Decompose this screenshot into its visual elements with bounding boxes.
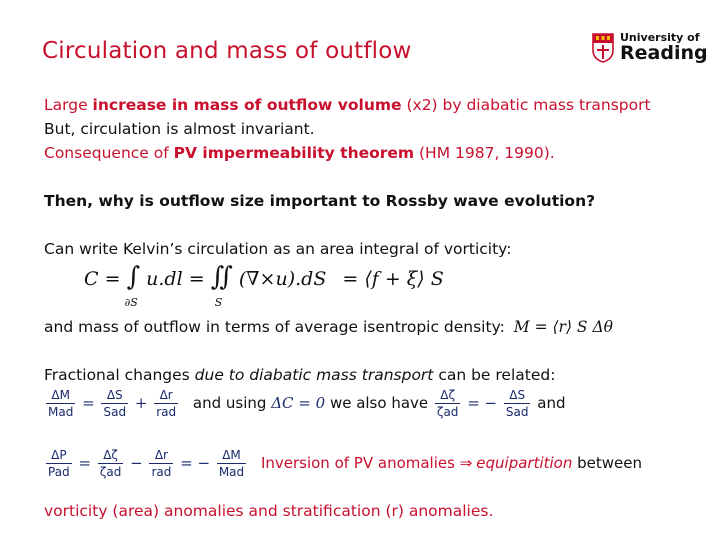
- last-line: vorticity (area) anomalies and stratification (r) anomalies.: [44, 502, 494, 520]
- fraction-equation-2: $\frac{\Delta P}{\text{Pad}}$ = $\frac{\Delta\zeta}{\text{ζad}}$ − $\frac{\Delta r}{\text{rad}}$ = − $\frac{\Delta M}{\text{Mad}}$ Inversion of PV anomalies ⇒ equipartition between: [48, 448, 643, 479]
- fractional-line: Fractional changes due to diabatic mass transport can be related:: [44, 366, 556, 384]
- crest-icon: [592, 33, 614, 63]
- kelvin-equation: C = ∫ ∂S u.dl = ∬ S (∇×u).dS = ⟨f + ξ⟩ S: [84, 262, 444, 309]
- line-mass-increase: Large increase in mass of outflow volume (x2) by diabatic mass transport: [44, 96, 651, 114]
- logo-line-1: University of: [620, 31, 700, 44]
- question-heading: Then, why is outflow size important to Rossby wave evolution?: [44, 192, 596, 210]
- slide-title: Circulation and mass of outflow: [42, 38, 412, 64]
- kelvin-intro: Can write Kelvin’s circulation as an area integral of vorticity:: [44, 240, 512, 258]
- line-consequence: Consequence of PV impermeability theorem (HM 1987, 1990).: [44, 144, 555, 162]
- logo-line-2: Reading: [620, 42, 708, 64]
- mass-line: and mass of outflow in terms of average isentropic density: M = ⟨r⟩ S Δθ: [44, 318, 613, 336]
- fraction-equation-1: $\frac{\Delta M}{\text{Mad}}$ = $\frac{\Delta S}{\text{Sad}}$ + $\frac{\Delta r}{\text{rad}}$ and using ΔC = 0 we also have $\frac{\Delta\zeta}{\text{ζad}}$ = − $\frac{\Delta S}{\text{Sad}}$ and: [48, 388, 566, 419]
- university-logo: [592, 32, 708, 63]
- line-circulation: But, circulation is almost invariant.: [44, 120, 315, 138]
